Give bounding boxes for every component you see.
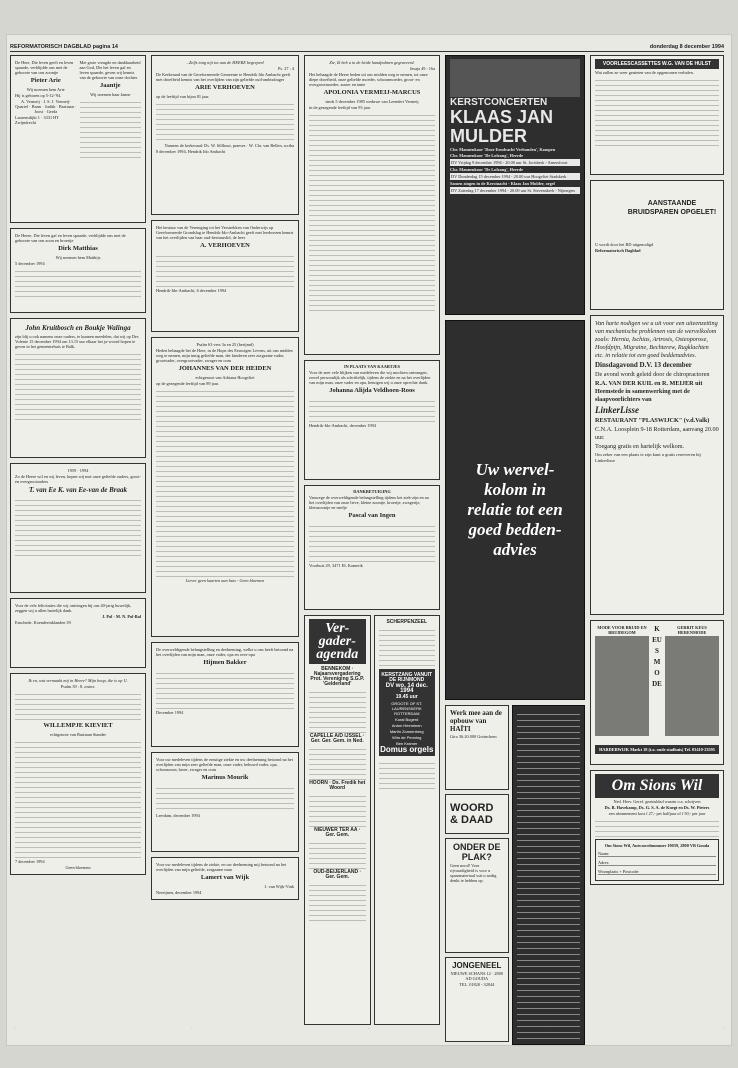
ad-footer: December 1994 xyxy=(156,710,184,715)
text-lines xyxy=(379,759,436,789)
concert-line: DV Donderdag 15 december 1994 - 20.00 uur Hoogvliet Stadskerk xyxy=(450,173,580,180)
ad-text: Vanwege de overweldigende belangstelling tijdens het ziek-zijn en na het overlijden van onze lieve, kleine zoontje, broertje, zwagertje, kleinzoontje en neefje xyxy=(309,495,429,510)
om-sions-wil-title: Om Sions Wil xyxy=(595,774,719,798)
text-lines xyxy=(309,111,435,311)
deceased-name: APOLONIA VERMEIJ-MARCUS xyxy=(323,89,421,96)
concert-kicker: KERSTCONCERTEN xyxy=(450,97,548,108)
text-lines xyxy=(595,817,719,837)
haiti-and-store-row xyxy=(445,705,585,1045)
concert-line: Chr. Mannenkoor 'De Lofzang', Heerde xyxy=(450,153,524,158)
admission-text: Toegang gratis en hartelijk welkom. xyxy=(595,443,685,450)
age-text: in de gezegende leeftijd van 93 jaar. xyxy=(309,105,371,110)
ad-footer: Hendrik-Ido-Ambacht, december 1994 xyxy=(309,423,376,428)
thanks-veldhoen xyxy=(304,360,440,480)
ad-text: De Kerkeraad van de Gereformeerde Gemeente te Hendrik Ido Ambacht geeft met droefheid kennis van het overlijden van zijn geliefde oud-ambtsdrager xyxy=(156,72,291,82)
anniversary-years: 1959 · 1994 xyxy=(67,468,89,473)
performer: Martin Zonnenberg xyxy=(389,729,424,734)
ad-footer: Reformatorisch Dagblad xyxy=(595,248,641,253)
text-lines xyxy=(15,496,141,556)
obituary-vermeij-marcus xyxy=(304,55,440,355)
concert-line: DV Zaterdag 17 december 1994 - 20.00 uur St. Stevenskerk - Nijmegen xyxy=(450,187,580,194)
ad-footer: Voorhuis 29, 3471 EL Kamerik xyxy=(309,563,363,568)
text-lines xyxy=(309,522,435,562)
haiti-headline: Werk mee aan de opbouw van HAÏTI xyxy=(450,709,502,733)
ad-footer: Neerijnen, december 1994 xyxy=(156,890,202,895)
ad-text: De overweldigende belangstelling en deelneming, welke u ons heeft betoond na het overlijden van mijn man, onze vader, opa en over-opa xyxy=(156,647,294,657)
concert-place: GROOTE OF ST. LAURENSKERK ROTTERDAM xyxy=(391,701,423,716)
page-header xyxy=(10,44,724,52)
scripture-ref: Psalm 63 vers 3a en 25 (berijmd) xyxy=(196,342,254,347)
deceased-name: ARIE VERHOEVEN xyxy=(195,84,255,91)
age-text: op de leeftijd van bijna 81 jaar. xyxy=(156,94,210,99)
deceased-subtitle: echtgenoot van Adriana Hoogvliet xyxy=(195,375,255,380)
ad-text: Het behaagde de Heere heden uit ons midden weg te nemen, tot onze diepe droefheid, onze geliefde moeder, schoonmoeder, groot- en overgrootmoeder, zuster en tante xyxy=(309,72,428,87)
page-footer-marks xyxy=(14,1026,724,1032)
concert-town: SCHERPENZEEL xyxy=(386,619,428,625)
column-2 xyxy=(151,55,299,900)
text-lines xyxy=(309,881,366,921)
scripture-ref: Psalm 39 : 8, ontwr. xyxy=(60,684,96,689)
woord-en-daad-ad xyxy=(445,794,509,834)
store-address: HARDERWIJK Markt 18 (t.o. oude stadhuis) Tel. 03410-23595 xyxy=(595,745,719,754)
ad-footer: Liever geen kaarten aan huis - Geen bloemen xyxy=(185,578,265,583)
ad-subtitle: Ned. Herv. Geref. gezinsblad waarin o.a. schrijven xyxy=(613,799,701,804)
agenda-item: OUD-BEIJERLAND · Ger. Gem. xyxy=(313,869,362,880)
ad-text: De Heere, Die leven gaf en leven spaarde, verblijdde ons met de geboorte van ons zoon en broertje xyxy=(15,233,126,243)
brand-logo: LinkerLisse xyxy=(595,405,639,415)
agenda-item: HOORN · Ds. Fredik het Woord xyxy=(309,780,366,791)
text-lines xyxy=(15,690,141,720)
concert-line: Samen zingen in de Kerstnacht - Klaas Jan Mulder, orgel xyxy=(450,181,555,186)
agenda-item: NIEUWER TER AA · Ger. Gem. xyxy=(314,827,361,838)
text-lines xyxy=(309,839,366,869)
event-date: Dinsdagavond D.V. 13 december xyxy=(595,361,692,369)
woord-en-daad-logo: WOORD & DAAD xyxy=(450,802,494,826)
obituary-date: 7 december 1994 xyxy=(15,859,45,864)
bruidsparen-headline: AANSTAANDE BRUIDSPAREN OPGELET! xyxy=(627,200,717,216)
deceased-name: Lamert van Wijk xyxy=(200,874,250,881)
ad-footer: Om zeker van een plaats te zijn kunt u gratis reserveren bij Linkerlisse xyxy=(595,452,701,463)
text-lines xyxy=(309,688,366,733)
signature: Namens de kerkeraad: Ds. W. Silfhout, praeses · W. Chr. van Bellen, scriba xyxy=(164,143,294,148)
birth-date: Hij is geboren op 5-12-'94. xyxy=(15,93,62,98)
vertical-brand: KEUS MODE xyxy=(652,625,662,688)
keus-mode-ad xyxy=(590,620,724,765)
thanks-bakker xyxy=(151,642,299,747)
obituary-kieviet xyxy=(10,673,146,875)
registration-mark: · xyxy=(368,1026,370,1032)
ad-text-2: Met grote vreugde en dankbaarheid aan God, Die het leven gaf en leven spaarde, geven wij kennis van de geboorte van onze dochter xyxy=(79,60,141,80)
ad-subtitle-2: Wij noemen haar Janne xyxy=(90,92,131,97)
agenda-item: CAPELLE A/D IJSSEL · Ger. Ger. Gem. in Ned. xyxy=(309,733,365,744)
obituary-verhoeven-school xyxy=(151,220,299,332)
child-name: Dirk Matthias xyxy=(58,245,98,252)
family-names: A. Vermeij · J. S. J. Vermeij-Quartel · Bram · Judith · Bastiaan · Joost · Gerda xyxy=(15,99,77,114)
wedding-announcement xyxy=(10,318,146,458)
registration-mark: · xyxy=(191,1026,193,1032)
bridal-photo xyxy=(595,636,649,736)
deceased-name: Marinus Mourik xyxy=(201,774,249,781)
deceased-name: JOHANNES VAN DER HEIDEN xyxy=(178,365,272,372)
birth-announcement-pieter-arie xyxy=(10,55,146,223)
concert-title: KERSTZANG VANUIT DE RIJNMOND xyxy=(381,672,433,683)
obituary-footer: Geen bloemen xyxy=(65,865,91,870)
onder-de-plak-headline: ONDER DE PLAK? xyxy=(452,842,501,862)
concert-line: Chr. Mannenkoor 'Door Eendracht Verbonden', Kampen xyxy=(450,147,556,152)
performer: Wim de Penning xyxy=(392,735,422,740)
om-sions-wil-ad xyxy=(590,770,724,885)
concert-title: KLAAS JAN MULDER xyxy=(450,107,554,146)
text-lines xyxy=(595,76,719,146)
deceased-name: Hijmen Bakker xyxy=(203,659,247,666)
text-lines xyxy=(156,100,294,142)
child-name-2: Jaantje xyxy=(99,82,121,89)
haiti-ad xyxy=(445,705,509,790)
signature: J. Pol · M. N. Pol-Bal xyxy=(102,614,141,619)
ad-text: Zo de Heere wil en wij leven, hopen wij met onze geliefde ouders, groot- en overgrootouders xyxy=(15,474,141,484)
anniversary-announcement xyxy=(10,463,146,593)
choir-photo xyxy=(450,59,580,97)
ad-subtitle: Wij noemen hem Arie xyxy=(26,87,65,92)
age-text: op de gezegende leeftijd van 89 jaar. xyxy=(156,381,219,386)
concert-sponsor: Domus orgels xyxy=(380,745,434,754)
registration-mark: · xyxy=(722,1026,724,1032)
ad-heading: IN PLAATS VAN KAARTJES xyxy=(343,364,401,369)
text-lines xyxy=(156,669,294,709)
paper-title: REFORMATORISCH DAGBLAD pagina 14 xyxy=(10,44,118,50)
text-lines xyxy=(309,397,435,422)
deceased-name: Johanna Alijda Veldhoen-Roos xyxy=(329,387,415,394)
text-lines xyxy=(156,252,294,287)
birth-date: 5 december 1994 xyxy=(15,261,45,266)
event-address: C.N.A. Loosplein 9-18 Rotterdam, aanvang 20.00 uur. xyxy=(595,426,719,441)
scripture-ref: Jesaja 49 : 16a xyxy=(409,66,435,71)
ad-heading: DANKBETUIGING xyxy=(353,489,391,494)
deceased-subtitle: sinds 5 december 1985 weduwe van Leendert Vermeij xyxy=(325,99,419,104)
agenda-and-concert-row xyxy=(304,615,440,1025)
performer: Koral Bogerd xyxy=(395,717,419,722)
concert-date: DV wo. 14 dec. 1994 xyxy=(385,683,428,694)
concert-line: DV Vrijdag 9 december 1994 - 20.00 uur St. Jorisberk - Amersfoort xyxy=(450,159,580,166)
ad-footer: 8 december 1994, Hendrik Ido Ambacht xyxy=(156,149,226,154)
menswear-photo xyxy=(665,636,719,736)
kerstconcerten-ad xyxy=(445,55,585,315)
speakers: R.A. VAN DER KUIL en R. MEIJER uit Heemstede in samenwerking met de slaapvoorlichters van xyxy=(595,380,703,403)
ad-text: Geen nood! Voor rijvaardigheid is voor u spaarmateriaal wat u nodig denkt te hebben op. xyxy=(450,863,497,883)
thanks-mourik xyxy=(151,752,299,852)
haiti-giro: Giro 36.20.000 Gorinchem xyxy=(450,734,497,739)
thanks-van-wijk xyxy=(151,857,299,900)
ad-text: Voor uw medeleven tijdens de ziekte, en uw deelneming mij betoond na het overlijden van mijn geliefde, zorgzame man xyxy=(156,862,287,872)
bridal-label: MODE VOOR BRUID EN BRUIDEGOM xyxy=(597,625,647,635)
deceased-subtitle: echtgenote van Bastiaan Stander xyxy=(50,732,106,737)
text-lines xyxy=(80,98,142,158)
scripture-quote: Ik en, wat vermaakt mij in Heere? Mijn hoop, die is op U. xyxy=(28,678,128,683)
menswear-label: GERRIT KEUS HERENMODE xyxy=(677,625,707,635)
meeting-agenda xyxy=(304,615,371,1025)
obituary-verhoeven-church xyxy=(151,55,299,215)
wervelkolom-ad xyxy=(445,320,585,700)
obituary-van-der-heiden xyxy=(151,337,299,637)
ad-text: Voor de vele felicitaties die wij ontvingen bij ons 40-jarig huwelijk, zeggen wij u allen hartelijk dank. xyxy=(15,603,132,613)
thanks-van-ingen xyxy=(304,485,440,610)
column-4 xyxy=(445,55,585,1045)
column-5 xyxy=(590,55,724,885)
family-address: Laurensdijkt 1 · 3331 HT Zwijndrecht xyxy=(15,115,59,125)
text-lines xyxy=(15,350,141,420)
performer: Ben Kramer xyxy=(396,741,418,746)
event-place: RESTAURANT "PLASWIJCK" (v.d.Valk) xyxy=(595,417,710,424)
postcode-field[interactable]: Woonplaats + Postcode: xyxy=(598,869,716,875)
issue-date: donderdag 8 december 1994 xyxy=(649,44,724,50)
ad-text: Van harte nodigen we u uit voor een uiteenzetting van mechanische problemen van de wervelkolom zoals: Hernia, Ischias, Artrosis, Osteoporose, Hoofdpijn, Migraine, Bechterew, Rugklachten etc. in relatie tot een goed beddenadvies. xyxy=(595,320,718,359)
agenda-item: BENNEKOM · Najaarsvergadering Prot. Vereniging S.G.P. 'Gelderland' xyxy=(310,666,365,687)
name-field[interactable]: Naam: xyxy=(598,851,716,857)
bruidsparen-ad xyxy=(590,180,724,310)
cassette-headline: VOORLEESCASSETTES W.G. VAN DE HULST xyxy=(595,59,719,69)
text-lines xyxy=(15,738,141,858)
text-lines xyxy=(156,387,294,577)
concert-time: 19.45 uur xyxy=(395,694,418,700)
agenda-title: Ver-gader-agenda xyxy=(309,619,366,664)
column-3 xyxy=(304,55,440,1025)
ad-text: Wat zullen ze weer genieten van de opgenomen verhalen. xyxy=(595,70,694,75)
ad-text: Heden behaagde het de Here, in de Hope des Eeuwigen Levens, uit ons midden weg te nemen, mijn innig geliefde man, der kinderen zeer zorgzame vader, grootvader, overgrootvader, zwager en oom xyxy=(156,348,293,363)
deceased-name: A. VERHOEVEN xyxy=(200,242,250,249)
ad-footer: Leerdam, december 1994 xyxy=(156,813,200,818)
deceased-name: WILLEMPJE KIEVIET xyxy=(43,722,113,729)
chiropractor-ad xyxy=(590,315,724,615)
concert-line: Chr. Mannenkoor 'De Lofzang', Heerde xyxy=(450,167,524,172)
text-lines xyxy=(309,792,366,827)
organ-sale-ad xyxy=(512,705,586,1045)
ad-text: De Here, Die leven geeft en leven spaarde, verblijdde ons met de geboorte van ons zoontje xyxy=(15,60,74,75)
signature: J. van Wijk-Vink xyxy=(264,884,294,889)
scripture-ref: Ps. 27 : 4 xyxy=(278,66,294,71)
text-lines xyxy=(156,784,294,812)
deceased-name: Pascal van Ingen xyxy=(348,512,396,519)
onder-de-plak-ad xyxy=(445,838,509,953)
scripture-quote: ...Zelfs tong nijt tot aan de HEERE begrepen! xyxy=(185,60,265,65)
ad-text: U wordt door het RD uitgenodigd xyxy=(595,242,654,247)
couple-names: T. van Ee K. van Ee-van de Braak xyxy=(29,486,127,494)
jongeneel-phone: TEL. 01820 - 32044 xyxy=(459,982,495,987)
thank-you-ad xyxy=(10,598,146,668)
ad-text: Voor de zeer vele blijken van medeleven die wij mochten ontvangen, zowel persoonlijk als schriftelijk, tijdens de ziekte en na het overlijden van mijn man, onze vader en opa, betuigen wij u onze oprechte dank. xyxy=(309,370,431,385)
text-lines xyxy=(517,709,581,1041)
child-name: Pieter Arie xyxy=(30,77,61,84)
ad-footer: Hendrik-Ido-Ambacht, 6 december 1994 xyxy=(156,288,227,293)
ad-text: een abonnement kost f 27,- per halfjaar of f 50,- per jaar xyxy=(608,811,706,816)
address-field[interactable]: Adres: xyxy=(598,860,716,866)
column-1 xyxy=(10,55,146,875)
text-lines xyxy=(15,267,141,297)
registration-mark: · xyxy=(545,1026,547,1032)
ad-text: Het bestuur van de Vereniging tot het Verstrekken van Onderwijs op Gereformeerde Grondslag te Hendrik-Ido-Ambacht geeft met leedwezen kennis van het overlijden van haar oud-bestuurslid, de heer xyxy=(156,225,294,240)
registration-mark: · xyxy=(14,1026,16,1032)
ad-text-2: De avond wordt geleid door de chiropractoren xyxy=(595,371,710,378)
scripture-quote: Zie, Ik heb u in de beide handpalmen gegraveerd. xyxy=(329,60,415,65)
jongeneel-address: NIEUWE SCHANS 12 · 2800 AD GOUDA xyxy=(450,971,503,981)
birth-announcement-dirk xyxy=(10,228,146,313)
wervelkolom-headline: Uw wervel-kolom in relatie tot een goed bedden-advies xyxy=(467,460,563,559)
text-lines xyxy=(379,626,436,666)
couple-names: John Kruitbosch en Boukje Walinga xyxy=(25,324,131,332)
ad-subtitle: Wij noemen hem Matthijs xyxy=(55,255,101,260)
performer: Anton Heeminen xyxy=(391,723,422,728)
christmas-concert-ad xyxy=(374,615,441,1025)
ad-text: Voor uw medeleven tijdens de ernstige ziekte en uw deelneming betoond na het overlijden van mijn zeer geliefde man, onze vader, behuwd vader, opa, schoonzoon, broer, zwager en oom xyxy=(156,757,293,772)
form-header: Om Sions Wil, Antwoordnummer 10039, 2800 VB Gouda xyxy=(604,843,710,848)
jongeneel-logo: JONGENEEL xyxy=(452,961,502,970)
address: Enschede, Koenderinklanden 39 xyxy=(15,620,71,625)
text-lines xyxy=(309,745,366,780)
ad-text: zijn blij u ook namens onze ouders, te kunnen meedelen, dat wij op Des Volente 15 december 1994 om 13.15 uur elkaar het ja-woord hopen te geven in het gemeentehuis te Balk. xyxy=(15,334,139,349)
ad-authors: Ds. B. Havekamp, Ds. G. S. A. de Knegt en Ds. W. Pieters xyxy=(604,805,710,810)
voorleescassettes-ad xyxy=(590,55,724,175)
